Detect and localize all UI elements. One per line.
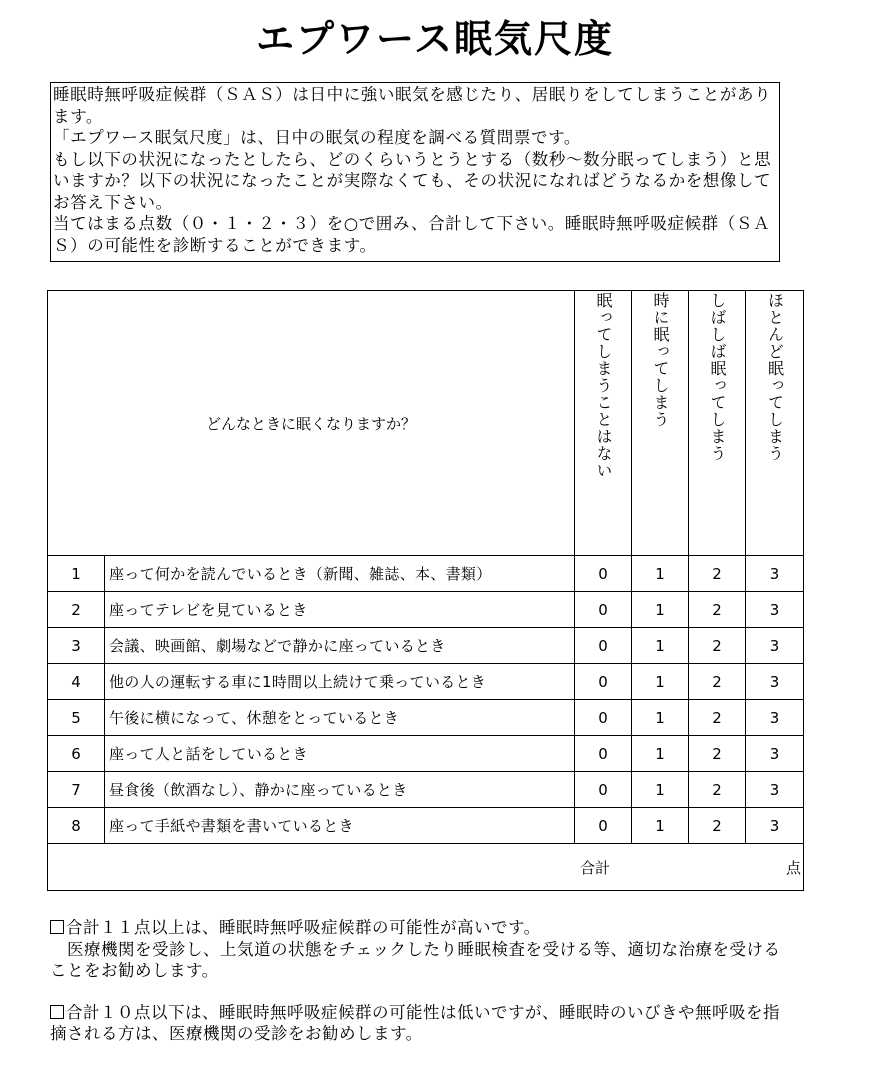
score-header-label: ほとんど眠ってしまう — [765, 292, 785, 462]
score-option-0[interactable]: 0 — [575, 628, 632, 664]
row-number: 8 — [48, 808, 105, 844]
total-cell — [48, 844, 804, 891]
questionnaire-table — [47, 290, 804, 891]
checkbox-icon[interactable] — [50, 920, 64, 934]
score-option-0[interactable]: 0 — [575, 736, 632, 772]
total-label: 合計 — [580, 859, 611, 877]
score-option-2[interactable]: 2 — [689, 736, 746, 772]
score-option-3[interactable]: 3 — [746, 700, 804, 736]
score-option-2[interactable]: 2 — [689, 772, 746, 808]
table-row — [48, 808, 804, 844]
score-option-2[interactable]: 2 — [689, 664, 746, 700]
score-option-3[interactable]: 3 — [746, 808, 804, 844]
score-option-2[interactable]: 2 — [689, 592, 746, 628]
row-question: 座って人と話をしているとき — [105, 736, 575, 772]
table-row — [48, 556, 804, 592]
intro-paragraph: もし以下の状況になったとしたら、どのくらいうとうとする（数秒～数分眠ってしまう）と思いますか？以下の状況になったことが実際なくても、その状況になればどうなるかを想像してお答え下さい。 — [53, 149, 772, 212]
table-row — [48, 736, 804, 772]
score-option-3[interactable]: 3 — [746, 772, 804, 808]
score-header-label: 時に眠ってしまう — [651, 292, 671, 428]
table-row — [48, 592, 804, 628]
row-question: 他の人の運転する車に1時間以上続けて乗っているとき — [105, 664, 575, 700]
score-header-2 — [689, 291, 746, 556]
score-option-1[interactable]: 1 — [632, 592, 689, 628]
score-option-2[interactable]: 2 — [689, 628, 746, 664]
row-number: 7 — [48, 772, 105, 808]
score-option-1[interactable]: 1 — [632, 736, 689, 772]
intro-paragraph: 当てはまる点数（０・１・２・３）を○で囲み、合計して下さい。睡眠時無呼吸症候群（ＳＡＳ）の可能性を診断することができます。 — [53, 214, 771, 255]
score-option-3[interactable]: 3 — [746, 664, 804, 700]
table-row — [48, 700, 804, 736]
note-line: 合計１１点以上は、睡眠時無呼吸症候群の可能性が高いです。 — [66, 918, 541, 937]
score-option-0[interactable]: 0 — [575, 700, 632, 736]
row-question: 会議、映画館、劇場などで静かに座っているとき — [105, 628, 575, 664]
intro-paragraph: 睡眠時無呼吸症候群（ＳＡＳ）は日中に強い眠気を感じたり、居眠りをしてしまうことがあります。 — [53, 85, 772, 126]
score-option-2[interactable]: 2 — [689, 556, 746, 592]
score-option-3[interactable]: 3 — [746, 628, 804, 664]
score-header-label: しばしば眠ってしまう — [708, 292, 728, 462]
score-option-3[interactable]: 3 — [746, 592, 804, 628]
row-number: 2 — [48, 592, 105, 628]
score-option-1[interactable]: 1 — [632, 556, 689, 592]
row-number: 5 — [48, 700, 105, 736]
score-option-1[interactable]: 1 — [632, 628, 689, 664]
score-option-0[interactable]: 0 — [575, 556, 632, 592]
note-line: 合計１０点以下は、睡眠時無呼吸症候群の可能性は低いですが、睡眠時のいびきや無呼吸を指摘される方は、医療機関の受診をお勧めします。 — [50, 1002, 780, 1043]
score-option-1[interactable]: 1 — [632, 664, 689, 700]
score-option-2[interactable]: 2 — [689, 808, 746, 844]
row-question: 座って手紙や書類を書いているとき — [105, 808, 575, 844]
notes-section — [50, 917, 790, 1065]
score-option-1[interactable]: 1 — [632, 700, 689, 736]
question-header: どんなときに眠くなりますか？ — [48, 291, 575, 556]
score-header-3 — [746, 291, 804, 556]
score-option-3[interactable]: 3 — [746, 556, 804, 592]
note-high-score — [50, 917, 790, 982]
row-number: 6 — [48, 736, 105, 772]
table-row — [48, 628, 804, 664]
score-option-0[interactable]: 0 — [575, 808, 632, 844]
note-low-score — [50, 1002, 790, 1045]
score-header-1 — [632, 291, 689, 556]
score-option-0[interactable]: 0 — [575, 772, 632, 808]
intro-paragraph: 「エプワース眠気尺度」は、日中の眠気の程度を調べる質問票です。 — [53, 128, 581, 147]
note-line: 医療機関を受診し、上気道の状態をチェックしたり睡眠検査を受ける等、適切な治療を受けることをお勧めします。 — [50, 939, 781, 980]
score-option-3[interactable]: 3 — [746, 736, 804, 772]
row-number: 1 — [48, 556, 105, 592]
page-title: エプワース眠気尺度 — [255, 17, 615, 61]
score-option-0[interactable]: 0 — [575, 592, 632, 628]
table-row — [48, 664, 804, 700]
row-question: 昼食後（飲酒なし）、静かに座っているとき — [105, 772, 575, 808]
table-row — [48, 772, 804, 808]
score-option-1[interactable]: 1 — [632, 808, 689, 844]
checkbox-icon[interactable] — [50, 1005, 64, 1019]
score-option-2[interactable]: 2 — [689, 700, 746, 736]
total-unit: 点 — [786, 859, 802, 877]
score-option-0[interactable]: 0 — [575, 664, 632, 700]
row-question: 座って何かを読んでいるとき（新聞、雑誌、本、書類） — [105, 556, 575, 592]
total-row — [48, 844, 804, 891]
row-question: 午後に横になって、休憩をとっているとき — [105, 700, 575, 736]
score-option-1[interactable]: 1 — [632, 772, 689, 808]
row-number: 3 — [48, 628, 105, 664]
row-question: 座ってテレビを見ているとき — [105, 592, 575, 628]
row-number: 4 — [48, 664, 105, 700]
intro-box — [50, 82, 780, 262]
score-header-label: 眠ってしまうことはない — [594, 292, 614, 479]
score-header-0 — [575, 291, 632, 556]
